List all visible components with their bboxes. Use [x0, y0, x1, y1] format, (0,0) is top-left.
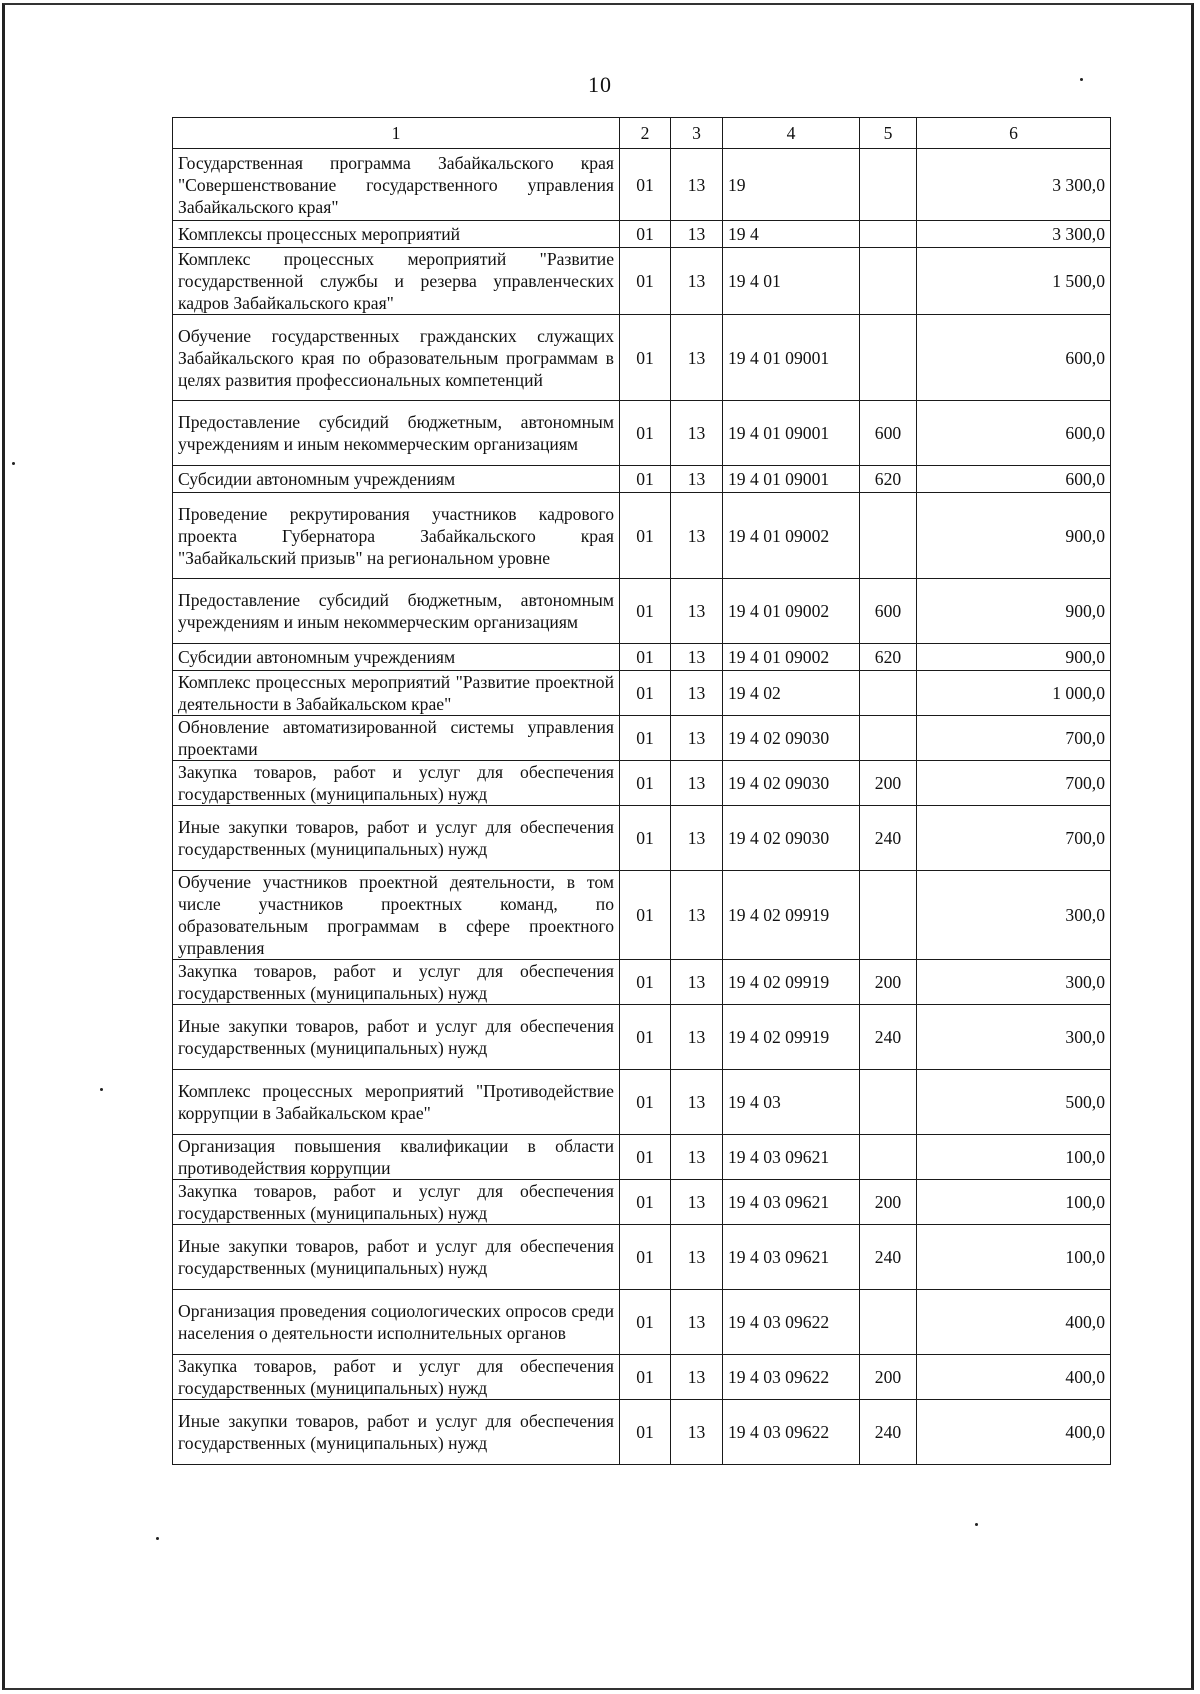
subsection-code-cell: 13 [671, 493, 723, 579]
target-article-cell: 19 4 03 09622 [723, 1355, 860, 1400]
subsection-code-cell: 13 [671, 960, 723, 1005]
amount-cell: 400,0 [917, 1290, 1111, 1355]
amount-cell: 700,0 [917, 806, 1111, 871]
target-article-cell: 19 4 02 09919 [723, 871, 860, 960]
expense-type-cell: 200 [860, 1355, 917, 1400]
target-article-cell: 19 4 01 09002 [723, 493, 860, 579]
section-code-cell: 01 [620, 761, 671, 806]
amount-cell: 700,0 [917, 716, 1111, 761]
amount-cell: 600,0 [917, 401, 1111, 466]
expense-type-cell: 240 [860, 1005, 917, 1070]
subsection-code-cell: 13 [671, 1135, 723, 1180]
subsection-code-cell: 13 [671, 248, 723, 315]
expense-name-cell: Обновление автоматизированной системы управления проектами [173, 716, 620, 761]
subsection-code-cell: 13 [671, 671, 723, 716]
subsection-code-cell: 13 [671, 1400, 723, 1465]
amount-cell: 400,0 [917, 1355, 1111, 1400]
expense-type-cell [860, 315, 917, 401]
expense-type-cell [860, 1290, 917, 1355]
section-code-cell: 01 [620, 248, 671, 315]
column-header: 4 [723, 118, 860, 149]
expense-name-cell: Закупка товаров, работ и услуг для обеспечения государственных (муниципальных) нужд [173, 761, 620, 806]
column-number-row [173, 118, 1111, 149]
expense-name-cell: Проведение рекрутирования участников кадрового проекта Губернатора Забайкальского края "Забайкальский призыв" на региональном уровне [173, 493, 620, 579]
expense-name-cell: Закупка товаров, работ и услуг для обеспечения государственных (муниципальных) нужд [173, 1355, 620, 1400]
expense-type-cell: 200 [860, 1180, 917, 1225]
table-row [173, 1355, 1111, 1400]
section-code-cell: 01 [620, 401, 671, 466]
target-article-cell: 19 4 03 09621 [723, 1135, 860, 1180]
expense-name-cell: Государственная программа Забайкальского края "Совершенствование государственного управления Забайкальского края" [173, 149, 620, 221]
section-code-cell: 01 [620, 221, 671, 248]
amount-cell: 900,0 [917, 644, 1111, 671]
section-code-cell: 01 [620, 1225, 671, 1290]
section-code-cell: 01 [620, 466, 671, 493]
table-row [173, 761, 1111, 806]
expense-type-cell: 600 [860, 579, 917, 644]
section-code-cell: 01 [620, 671, 671, 716]
target-article-cell: 19 4 01 09001 [723, 466, 860, 493]
column-header: 5 [860, 118, 917, 149]
expense-name-cell: Организация повышения квалификации в области противодействия коррупции [173, 1135, 620, 1180]
expense-name-cell: Иные закупки товаров, работ и услуг для обеспечения государственных (муниципальных) нужд [173, 1005, 620, 1070]
section-code-cell: 01 [620, 716, 671, 761]
expense-type-cell: 620 [860, 466, 917, 493]
target-article-cell: 19 4 03 09621 [723, 1180, 860, 1225]
amount-cell: 300,0 [917, 871, 1111, 960]
section-code-cell: 01 [620, 1355, 671, 1400]
target-article-cell: 19 4 01 [723, 248, 860, 315]
table-row [173, 1070, 1111, 1135]
expense-name-cell: Субсидии автономным учреждениям [173, 644, 620, 671]
amount-cell: 600,0 [917, 315, 1111, 401]
expense-name-cell: Иные закупки товаров, работ и услуг для обеспечения государственных (муниципальных) нужд [173, 1400, 620, 1465]
target-article-cell: 19 4 03 09622 [723, 1290, 860, 1355]
expense-type-cell: 240 [860, 1225, 917, 1290]
subsection-code-cell: 13 [671, 1290, 723, 1355]
table-row [173, 1400, 1111, 1465]
page-number: 10 [588, 72, 612, 97]
expense-name-cell: Комплекс процессных мероприятий "Противодействие коррупции в Забайкальском крае" [173, 1070, 620, 1135]
expense-name-cell: Предоставление субсидий бюджетным, автономным учреждениям и иным некоммерческим организациям [173, 401, 620, 466]
expense-type-cell [860, 716, 917, 761]
expense-type-cell: 600 [860, 401, 917, 466]
amount-cell: 600,0 [917, 466, 1111, 493]
expense-name-cell: Закупка товаров, работ и услуг для обеспечения государственных (муниципальных) нужд [173, 1180, 620, 1225]
expense-name-cell: Предоставление субсидий бюджетным, автономным учреждениям и иным некоммерческим организациям [173, 579, 620, 644]
expense-type-cell [860, 248, 917, 315]
expense-name-cell: Комплекс процессных мероприятий "Развитие государственной службы и резерва управленческих кадров Забайкальского края" [173, 248, 620, 315]
expense-type-cell: 240 [860, 1400, 917, 1465]
column-header: 3 [671, 118, 723, 149]
scan-speck [156, 1537, 159, 1540]
table-row [173, 960, 1111, 1005]
amount-cell: 500,0 [917, 1070, 1111, 1135]
table-row [173, 871, 1111, 960]
subsection-code-cell: 13 [671, 221, 723, 248]
amount-cell: 3 300,0 [917, 221, 1111, 248]
subsection-code-cell: 13 [671, 871, 723, 960]
expense-type-cell: 240 [860, 806, 917, 871]
subsection-code-cell: 13 [671, 579, 723, 644]
amount-cell: 100,0 [917, 1225, 1111, 1290]
column-header: 2 [620, 118, 671, 149]
expense-name-cell: Субсидии автономным учреждениям [173, 466, 620, 493]
section-code-cell: 01 [620, 1400, 671, 1465]
expense-name-cell: Обучение участников проектной деятельности, в том числе участников проектных команд, по образовательным программам в сфере проектного управления [173, 871, 620, 960]
subsection-code-cell: 13 [671, 1070, 723, 1135]
section-code-cell: 01 [620, 1005, 671, 1070]
section-code-cell: 01 [620, 1290, 671, 1355]
expense-name-cell: Иные закупки товаров, работ и услуг для обеспечения государственных (муниципальных) нужд [173, 806, 620, 871]
section-code-cell: 01 [620, 1135, 671, 1180]
amount-cell: 1 500,0 [917, 248, 1111, 315]
expense-name-cell: Организация проведения социологических опросов среди населения о деятельности исполнительных органов [173, 1290, 620, 1355]
target-article-cell: 19 4 02 09030 [723, 716, 860, 761]
subsection-code-cell: 13 [671, 1355, 723, 1400]
column-header: 6 [917, 118, 1111, 149]
target-article-cell: 19 4 03 [723, 1070, 860, 1135]
amount-cell: 700,0 [917, 761, 1111, 806]
column-header: 1 [173, 118, 620, 149]
table-row [173, 248, 1111, 315]
target-article-cell: 19 4 01 09001 [723, 315, 860, 401]
subsection-code-cell: 13 [671, 761, 723, 806]
expense-type-cell: 620 [860, 644, 917, 671]
expense-type-cell [860, 1135, 917, 1180]
table-row [173, 1135, 1111, 1180]
amount-cell: 3 300,0 [917, 149, 1111, 221]
expense-type-cell [860, 149, 917, 221]
table-row [173, 806, 1111, 871]
amount-cell: 900,0 [917, 493, 1111, 579]
table-row [173, 221, 1111, 248]
target-article-cell: 19 4 03 09622 [723, 1400, 860, 1465]
table-row [173, 671, 1111, 716]
section-code-cell: 01 [620, 1180, 671, 1225]
expense-type-cell [860, 1070, 917, 1135]
target-article-cell: 19 4 [723, 221, 860, 248]
section-code-cell: 01 [620, 644, 671, 671]
expense-name-cell: Комплексы процессных мероприятий [173, 221, 620, 248]
section-code-cell: 01 [620, 806, 671, 871]
target-article-cell: 19 4 02 09919 [723, 1005, 860, 1070]
table-row [173, 1180, 1111, 1225]
amount-cell: 900,0 [917, 579, 1111, 644]
subsection-code-cell: 13 [671, 1005, 723, 1070]
expense-type-cell [860, 493, 917, 579]
scan-speck [975, 1523, 978, 1526]
expense-name-cell: Обучение государственных гражданских служащих Забайкальского края по образовательным программам в целях развития профессиональных компетенций [173, 315, 620, 401]
scan-speck [1080, 78, 1083, 81]
subsection-code-cell: 13 [671, 315, 723, 401]
subsection-code-cell: 13 [671, 716, 723, 761]
section-code-cell: 01 [620, 149, 671, 221]
subsection-code-cell: 13 [671, 1225, 723, 1290]
target-article-cell: 19 4 01 09001 [723, 401, 860, 466]
subsection-code-cell: 13 [671, 644, 723, 671]
amount-cell: 400,0 [917, 1400, 1111, 1465]
table-row [173, 1290, 1111, 1355]
subsection-code-cell: 13 [671, 806, 723, 871]
section-code-cell: 01 [620, 315, 671, 401]
subsection-code-cell: 13 [671, 466, 723, 493]
scan-speck [100, 1088, 103, 1091]
expense-name-cell: Иные закупки товаров, работ и услуг для обеспечения государственных (муниципальных) нужд [173, 1225, 620, 1290]
subsection-code-cell: 13 [671, 401, 723, 466]
expense-name-cell: Закупка товаров, работ и услуг для обеспечения государственных (муниципальных) нужд [173, 960, 620, 1005]
scan-speck [12, 462, 15, 465]
target-article-cell: 19 4 01 09002 [723, 579, 860, 644]
amount-cell: 100,0 [917, 1180, 1111, 1225]
expense-type-cell [860, 871, 917, 960]
amount-cell: 300,0 [917, 1005, 1111, 1070]
target-article-cell: 19 4 01 09002 [723, 644, 860, 671]
expense-type-cell [860, 671, 917, 716]
table-row [173, 149, 1111, 221]
target-article-cell: 19 4 02 09030 [723, 806, 860, 871]
target-article-cell: 19 4 03 09621 [723, 1225, 860, 1290]
budget-table [172, 117, 1111, 1465]
amount-cell: 300,0 [917, 960, 1111, 1005]
target-article-cell: 19 [723, 149, 860, 221]
table-row [173, 716, 1111, 761]
table-row [173, 315, 1111, 401]
table-row [173, 579, 1111, 644]
target-article-cell: 19 4 02 09030 [723, 761, 860, 806]
section-code-cell: 01 [620, 1070, 671, 1135]
target-article-cell: 19 4 02 09919 [723, 960, 860, 1005]
section-code-cell: 01 [620, 493, 671, 579]
subsection-code-cell: 13 [671, 149, 723, 221]
subsection-code-cell: 13 [671, 1180, 723, 1225]
expense-name-cell: Комплекс процессных мероприятий "Развитие проектной деятельности в Забайкальском крае" [173, 671, 620, 716]
table-row [173, 644, 1111, 671]
expense-type-cell: 200 [860, 761, 917, 806]
table-row [173, 1225, 1111, 1290]
table-row [173, 493, 1111, 579]
amount-cell: 100,0 [917, 1135, 1111, 1180]
section-code-cell: 01 [620, 871, 671, 960]
expense-type-cell: 200 [860, 960, 917, 1005]
table-row [173, 466, 1111, 493]
amount-cell: 1 000,0 [917, 671, 1111, 716]
section-code-cell: 01 [620, 960, 671, 1005]
expense-type-cell [860, 221, 917, 248]
section-code-cell: 01 [620, 579, 671, 644]
table-row [173, 401, 1111, 466]
target-article-cell: 19 4 02 [723, 671, 860, 716]
table-row [173, 1005, 1111, 1070]
